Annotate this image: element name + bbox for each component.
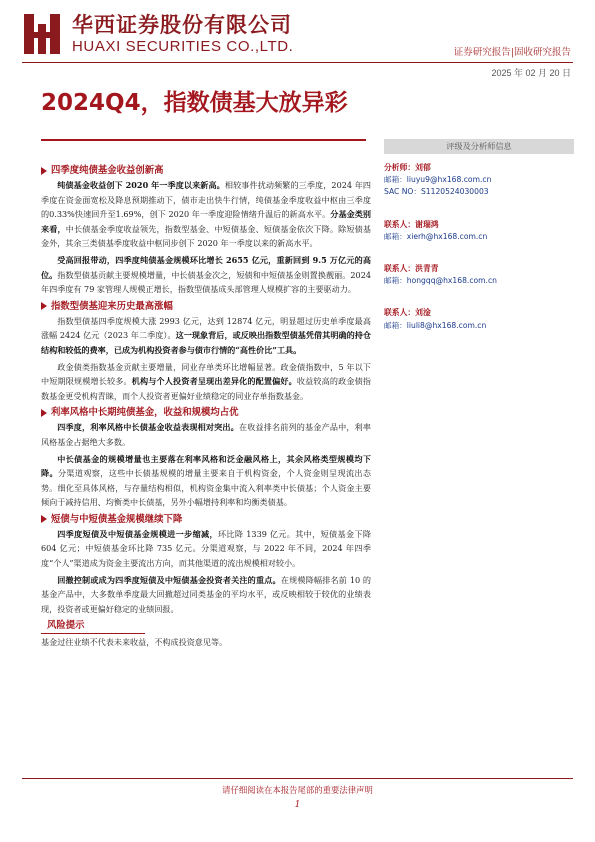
body-text: 分渠道观察，这些中长债基规模的增量主要来自于机构资金，个人资金则呈现流出态势。细化至具体风格，与存量结构相似，机构资金集中流入利率类中长债基；个人资金主要倾向于减持信用、均衡类中长债基，另外小幅增持利率和均衡类债基。: [41, 468, 371, 508]
section-heading: 短债与中短债基金规模继续下降: [41, 512, 371, 527]
key-finding: 机构与个人投资者呈现出差异化的配置偏好。: [131, 376, 297, 387]
analyst-name: 联系人：谢瑞鸿: [384, 219, 439, 229]
body-text: 政金债类指数基金贡献主要增量，同业存单类环比增幅显著。政金债指数中，5 年以下中短期限规模增长较多。: [41, 361, 371, 387]
key-finding: 这一现象背后，或反映出指数型债基凭借其明确的持仓结构和较低的费率，已成为机构投资者参与债市行情的“高性价比”工具。: [41, 330, 371, 355]
body-paragraph: [41, 527, 371, 571]
body-text: 指数型债基贡献主要规模增量，中长债基金次之，短债和中短债基金则置换靓丽。2024 年四季度有 79 家管理人规模正增长，指数型债基成头部管理人规模扩容的主要驱动力。: [41, 269, 371, 295]
analyst-email[interactable]: 邮箱：xierh@hx168.com.cn: [384, 231, 488, 241]
analyst-email[interactable]: 邮箱：hongqq@hx168.com.cn: [384, 276, 497, 286]
body-paragraph: [41, 420, 371, 449]
triangle-bullet-icon: [41, 167, 47, 175]
key-finding: 中长债基金的规模增量也主要落在利率风格和泛金融风格上，其余风格类型规模均下降。: [41, 453, 371, 479]
body-text: 环比降 1339 亿元。其中，短债基金下降 604 亿元；中短债基金环比降 735 亿元。分渠道观察，与 2022 年不同，2024 年四季度“个人”渠道成为资金主要流出方向，而其他渠道的流出规模相对较小。: [41, 528, 371, 569]
body-text: 在收益排名前列的基金产品中，利率风格基金占据绝大多数。: [41, 422, 371, 447]
analyst-card: [384, 307, 574, 331]
analyst-email[interactable]: 邮箱：liuyu9@hx168.com.cn: [384, 175, 492, 185]
analyst-name: 分析师：刘郁: [384, 163, 431, 172]
body-text: 在规模降幅排名前 10 的基金产品中，大多数单季度最大回撤超过同类基金的平均水平，或反映相较于较优的业绩表现，投资者或更偏好稳定的业绩回报。: [41, 574, 371, 614]
risk-text: 基金过往业绩不代表未来收益，不构成投资意见等。: [41, 637, 228, 648]
triangle-bullet-icon: [41, 302, 47, 310]
body-paragraph: [41, 573, 371, 617]
analyst-sac: SAC NO：S1120524030003: [384, 187, 489, 197]
analyst-email[interactable]: 邮箱：liuli8@hx168.com.cn: [384, 320, 487, 330]
sidebar-heading: 评级及分析师信息: [384, 139, 574, 154]
key-finding: 分基金类别来看，: [41, 209, 371, 234]
body-paragraph: [41, 452, 371, 510]
legal-notice: 请仔细阅读在本报告尾部的重要法律声明: [222, 785, 373, 795]
report-date: 2025 年 02 月 20 日: [491, 68, 571, 78]
body-paragraph: [41, 178, 371, 251]
main-content: [41, 161, 371, 652]
analyst-name: 联系人：洪青青: [384, 264, 439, 274]
risk-divider: [41, 633, 145, 634]
key-finding: 四季度，利率风格中长债基金收益表现相对突出。: [57, 422, 239, 433]
triangle-bullet-icon: [41, 515, 47, 523]
section-heading: 四季度纯债基金收益创新高: [41, 163, 371, 178]
analyst-card: [384, 263, 574, 287]
analyst-sidebar: [384, 139, 574, 332]
key-finding: 纯债基金收益创下 2020 年一季度以来新高。: [57, 180, 225, 190]
body-paragraph: [41, 314, 371, 358]
section-heading: 指数型债基迎来历史最高涨幅: [41, 299, 371, 314]
body-text: 中长债基金季度收益领先，指数型基金、中短债基金、短债基金依次下降。除短债基金外，其余三类债基季度收益中枢同步创下 2020 年一季度以来的新高水平。: [41, 223, 371, 249]
analyst-card: [384, 162, 574, 199]
brand-name-cn: 华西证券股份有限公司: [72, 13, 292, 37]
footer-divider: [22, 778, 573, 779]
body-text: 收益较高的政金债指数基金更受机构青睐，而个人投资者更偏好业绩稳定的同业存单指数基金。: [41, 376, 371, 401]
body-paragraph: [41, 253, 371, 297]
title-divider: [41, 139, 366, 141]
section-heading: 利率风格中长期纯债基金，收益和规模均占优: [41, 405, 371, 420]
body-text: 指数型债基四季度规模大涨 2993 亿元，达到 12874 亿元，明显超过历史单季度最高涨幅 2424 亿元（2023 年二季度）。: [41, 315, 371, 341]
triangle-bullet-icon: [41, 409, 47, 417]
analyst-name: 联系人：刘淦: [384, 308, 431, 318]
page-number: 1: [294, 800, 301, 810]
brand-name-en: HUAXI SECURITIES CO.,LTD.: [72, 38, 294, 55]
key-finding: 受高回报带动，四季度纯债基金规模环比增长 2655 亿元，重新回到 9.5 万亿元的高位。: [41, 254, 371, 280]
header-divider: [22, 62, 573, 63]
risk-heading: 风险提示: [47, 620, 85, 632]
huaxi-logo-icon: [22, 10, 62, 58]
body-paragraph: [41, 360, 371, 404]
analyst-card: [384, 219, 574, 243]
analyst-list: [384, 162, 574, 332]
report-type: 证券研究报告|固收研究报告: [453, 47, 571, 58]
key-finding: 回撤控制或成为四季度短债及中短债基金投资者关注的重点。: [57, 574, 281, 585]
body-text: 相较事件扰动频繁的三季度，2024 年四季度在资金面宽松及降息预期推动下，债市走出快牛行情，纯债基金季度收益中枢由三季度的0.33%快速回升至1.69%，创下 2020 年一季度迎险情绪升温后的新高水平。: [41, 180, 371, 220]
key-finding: 四季度短债及中短债基金规模进一步缩减，: [57, 528, 218, 539]
page-title: 2024Q4，指数债基大放异彩: [41, 90, 348, 116]
